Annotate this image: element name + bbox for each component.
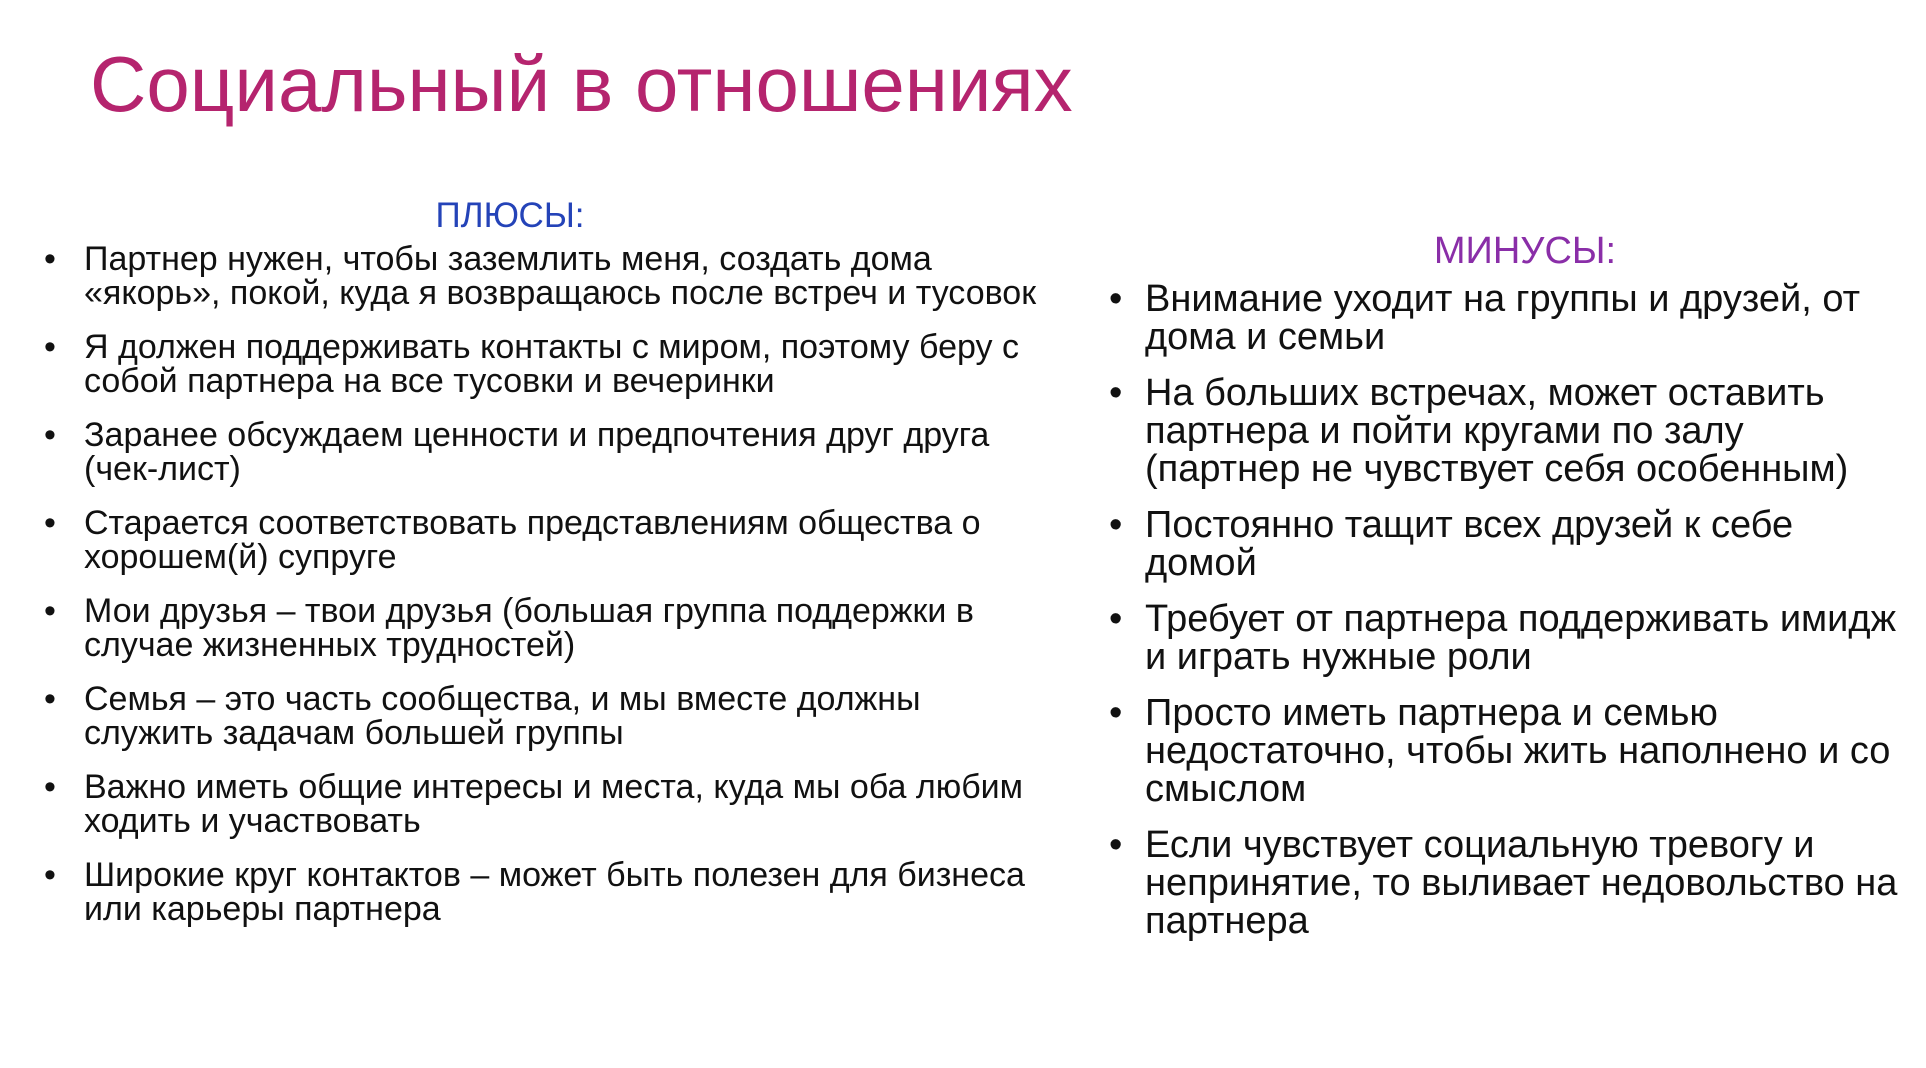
cons-item-text: Требует от партнера поддерживать имидж и играть нужные роли [1145,597,1897,678]
bullet-icon: • [44,240,56,279]
pros-item-text: Мои друзья – твои друзья (большая группа поддержки в случае жизненных трудностей) [84,592,974,665]
cons-item [1105,691,1905,810]
pros-item-text: Широкие круг контактов – может быть полезен для бизнеса или карьеры партнера [84,856,1025,929]
pros-item [40,240,1050,313]
bullet-icon: • [44,768,56,807]
cons-item [1105,823,1905,942]
bullet-icon: • [44,328,56,367]
cons-item [1105,597,1905,678]
pros-column [40,196,1050,946]
cons-item-text: Просто иметь партнера и семью недостаточно, чтобы жить наполнено и со смыслом [1145,691,1891,810]
bullet-icon: • [1109,277,1123,320]
pros-item [40,768,1050,841]
cons-item-text: Если чувствует социальную тревогу и непринятие, то выливает недовольство на партнера [1145,823,1898,942]
bullet-icon: • [1109,503,1123,546]
cons-item-text: На больших встречах, может оставить партнера и пойти кругами по залу (партнер не чувствует себя особенным) [1145,371,1849,490]
pros-item-text: Важно иметь общие интересы и места, куда мы оба любим ходить и участвовать [84,768,1024,841]
pros-item [40,504,1050,577]
pros-item-text: Старается соответствовать представлениям общества о хорошем(й) супруге [84,504,981,577]
cons-item-text: Внимание уходит на группы и друзей, от дома и семьи [1145,277,1861,358]
pros-item-text: Семья – это часть сообщества, и мы вместе должны служить задачам большей группы [84,680,921,753]
pros-item [40,680,1050,753]
bullet-icon: • [1109,597,1123,640]
pros-item-text: Заранее обсуждаем ценности и предпочтения друг друга (чек-лист) [84,416,990,489]
bullet-icon: • [1109,371,1123,414]
pros-item-text: Я должен поддерживать контакты с миром, поэтому беру с собой партнера на все тусовки и вечеринки [84,328,1019,401]
pros-heading: ПЛЮСЫ: [435,196,585,235]
cons-item [1105,371,1905,490]
bullet-icon: • [1109,823,1123,866]
bullet-icon: • [1109,691,1123,734]
bullet-icon: • [44,680,56,719]
cons-heading: МИНУСЫ: [1433,230,1617,272]
pros-item [40,856,1050,929]
bullet-icon: • [44,856,56,895]
pros-item [40,592,1050,665]
pros-list [40,240,1050,929]
pros-item-text: Партнер нужен, чтобы заземлить меня, создать дома «якорь», покой, куда я возвращаюсь после встреч и тусовок [84,240,1037,313]
cons-column [1105,230,1905,958]
slide-title: Социальный в отношениях [90,40,1073,128]
cons-item [1105,503,1905,584]
pros-item [40,328,1050,401]
cons-list [1105,277,1905,942]
bullet-icon: • [44,504,56,543]
cons-item [1105,277,1905,358]
pros-item [40,416,1050,489]
bullet-icon: • [44,592,56,631]
cons-item-text: Постоянно тащит всех друзей к себе домой [1145,503,1794,584]
bullet-icon: • [44,416,56,455]
